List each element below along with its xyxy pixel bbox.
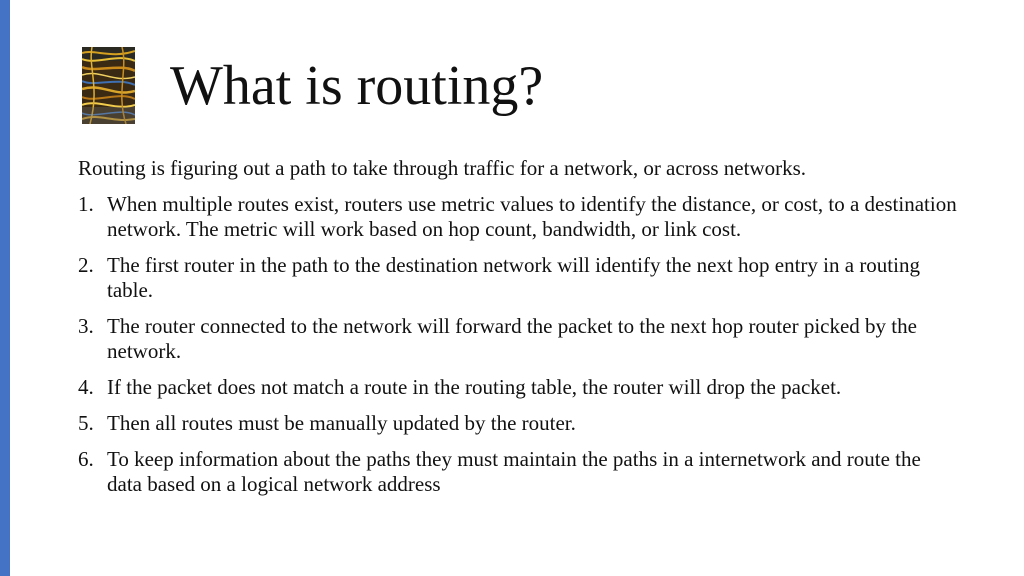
slide-body <box>78 156 958 508</box>
list-item-text: Then all routes must be manually updated by the router. <box>107 411 576 435</box>
intro-text: Routing is figuring out a path to take through traffic for a network, or across networks. <box>78 156 807 180</box>
list-item-text: When multiple routes exist, routers use metric values to identify the distance, or cost, to a destination network. The metric will work based on hop count, bandwidth, or link cost. <box>107 192 957 241</box>
network-cables-image <box>82 47 135 124</box>
list-item-text: The router connected to the network will forward the packet to the next hop router picked by the network. <box>107 314 917 363</box>
list-item-text: If the packet does not match a route in the routing table, the router will drop the packet. <box>107 375 842 399</box>
steps-list <box>78 192 958 497</box>
slide-title: What is routing? <box>170 55 544 117</box>
list-item <box>78 375 958 400</box>
list-item <box>78 314 958 364</box>
list-item <box>78 253 958 303</box>
list-item-number: 1. <box>78 192 94 216</box>
list-item <box>78 192 958 242</box>
list-item <box>78 411 958 436</box>
list-item-number: 4. <box>78 375 94 399</box>
list-item-number: 2. <box>78 253 94 277</box>
list-item-number: 3. <box>78 314 94 338</box>
list-item-number: 5. <box>78 411 94 435</box>
list-item-number: 6. <box>78 447 94 471</box>
list-item-text: The first router in the path to the destination network will identify the next hop entry in a routing table. <box>107 253 920 302</box>
list-item-text: To keep information about the paths they must maintain the paths in a internetwork and route the data based on a logical network address <box>107 447 921 496</box>
list-item <box>78 447 958 497</box>
left-accent-bar <box>0 0 10 576</box>
